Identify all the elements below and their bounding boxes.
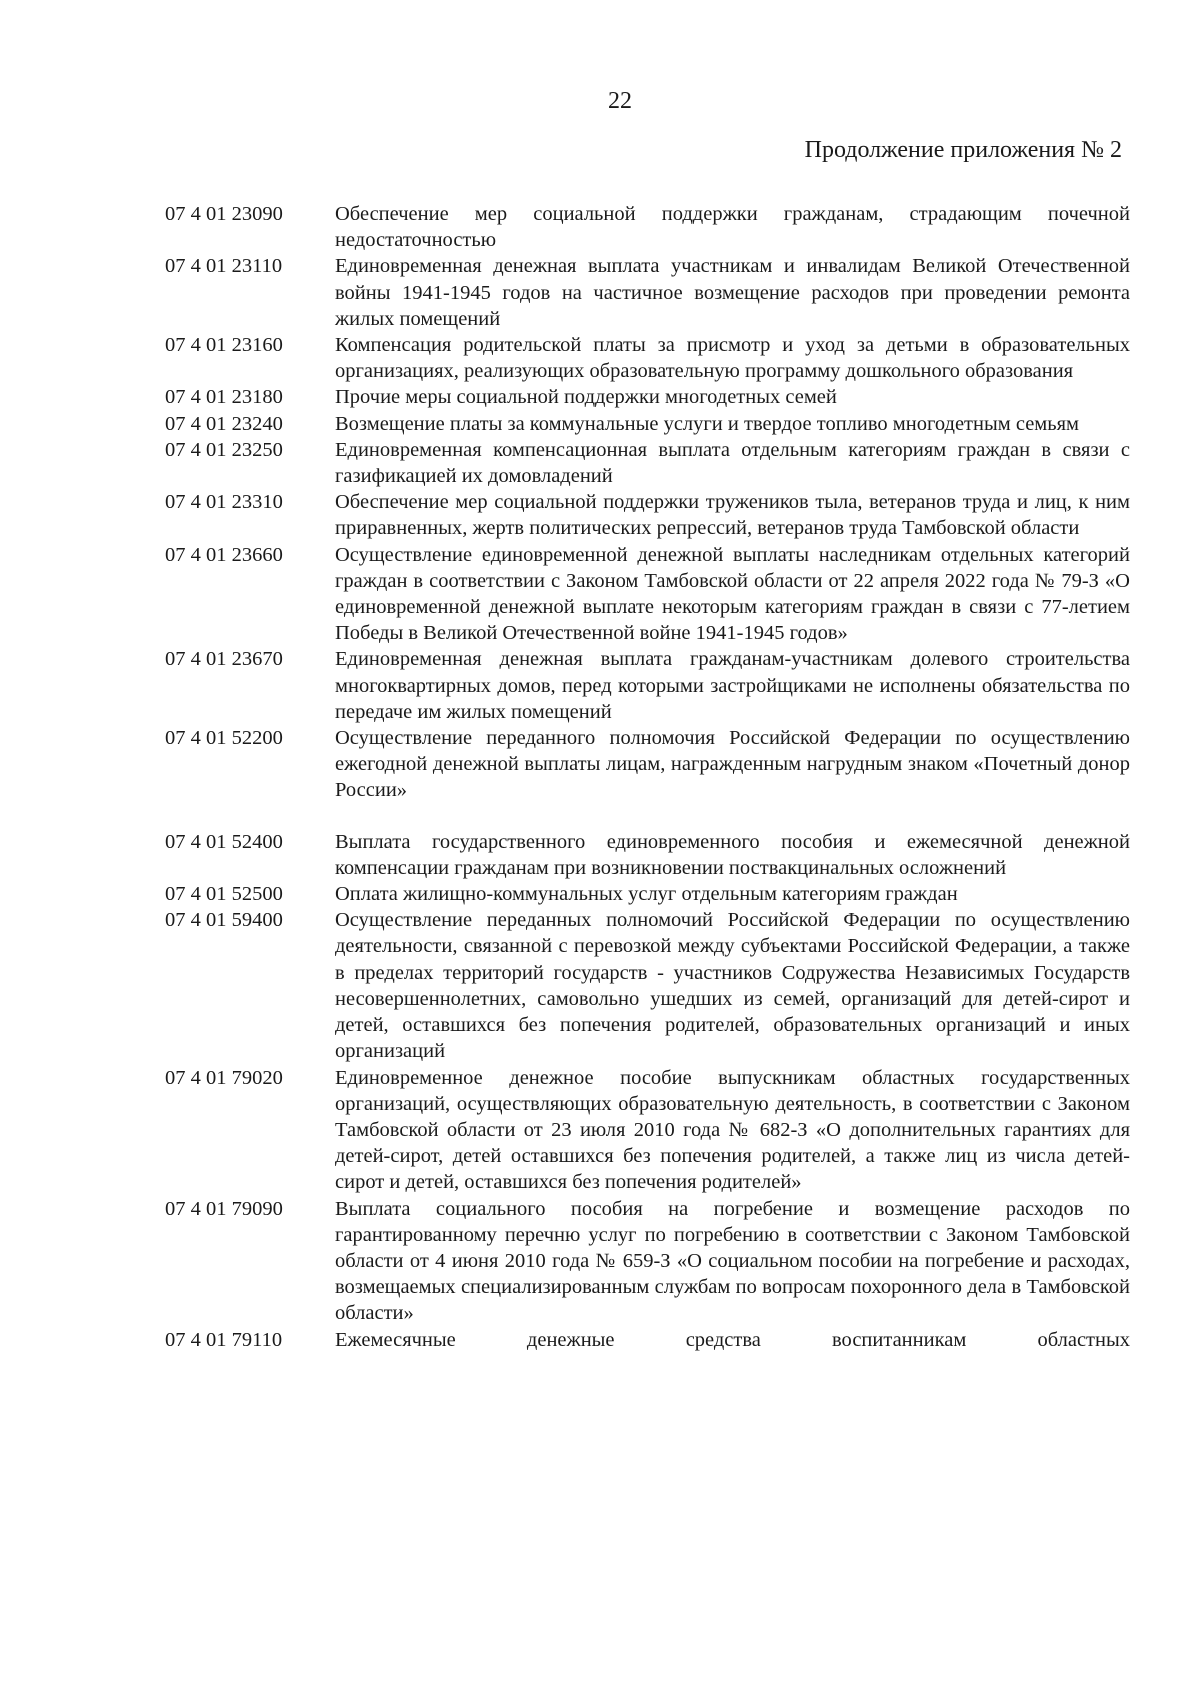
classification-description: Осуществление переданного полномочия Российской Федерации по осуществлению ежегодной денежной выплаты лицам, награжденным нагрудным знаком «Почетный донор России»	[335, 727, 1130, 802]
classification-entry	[165, 1196, 1130, 1327]
classification-entry	[165, 881, 1130, 907]
classification-code: 07 4 01 23240	[165, 412, 283, 435]
classification-code: 07 4 01 52200	[165, 727, 283, 750]
classification-description: Осуществление единовременной денежной выплаты наследникам отдельных категорий граждан в соответствии с Законом Тамбовской области от 22 апреля 2022 года № 79-З «О единовременной денежной выплате некоторым категориям граждан в связи с 77-летием Победы в Великой Отечественной войне 1941-1945 годов»	[335, 543, 1130, 645]
classification-description: Единовременное денежное пособие выпускникам областных государственных организаций, осуществляющих образовательную деятельность, в соответствии с Законом Тамбовской области от 23 июля 2010 года № 682-З «О дополнительных гарантиях для детей-сирот, детей оставшихся без попечения родителей, а также лиц из числа детей-сирот и детей, оставшихся без попечения родителей»	[335, 1066, 1130, 1194]
classification-entry	[165, 411, 1130, 437]
classification-entry	[165, 646, 1130, 725]
classification-code: 07 4 01 23660	[165, 543, 283, 566]
classification-description: Ежемесячные денежные средства воспитанникам областных	[335, 1328, 1130, 1351]
classification-code: 07 4 01 23250	[165, 438, 283, 461]
classification-code: 07 4 01 23160	[165, 334, 283, 357]
classification-code: 07 4 01 59400	[165, 909, 283, 932]
classification-code: 07 4 01 52500	[165, 883, 283, 906]
page-number: 22	[608, 88, 632, 114]
classification-code: 07 4 01 23310	[165, 491, 283, 514]
classification-entry	[165, 829, 1130, 881]
classification-description: Обеспечение мер социальной поддержки гражданам, страдающим почечной недостаточностью	[335, 203, 1130, 252]
budget-classification-list	[165, 201, 1130, 1353]
classification-entry	[165, 542, 1130, 647]
classification-code: 07 4 01 23670	[165, 648, 283, 671]
classification-code: 07 4 01 79090	[165, 1197, 283, 1220]
classification-description: Выплата социального пособия на погребение и возмещение расходов по гарантированному перечню услуг по погребению в соответствии с Законом Тамбовской области от 4 июня 2010 года № 659-З «О социальном пособии на погребение и расходах, возмещаемых специализированным службам по вопросам похоронного дела в Тамбовской области»	[335, 1197, 1130, 1325]
classification-description: Прочие меры социальной поддержки многодетных семей	[335, 386, 837, 409]
classification-entry	[165, 253, 1130, 332]
classification-code: 07 4 01 79110	[165, 1328, 283, 1351]
classification-code: 07 4 01 23110	[165, 255, 283, 278]
classification-entry	[165, 489, 1130, 541]
appendix-title: Продолжение приложения № 2	[804, 137, 1122, 163]
classification-description: Обеспечение мер социальной поддержки тружеников тыла, ветеранов труда и лиц, к ним приравненных, жертв политических репрессий, ветеранов труда Тамбовской области	[335, 491, 1130, 540]
classification-description: Единовременная денежная выплата гражданам-участникам долевого строительства многоквартирных домов, перед которыми застройщиками не исполнены обязательства по передаче им жилых помещений	[335, 648, 1130, 723]
classification-entry	[165, 201, 1130, 253]
classification-code: 07 4 01 79020	[165, 1066, 283, 1089]
classification-code: 07 4 01 23180	[165, 386, 283, 409]
classification-description: Компенсация родительской платы за присмотр и уход за детьми в образовательных организациях, реализующих образовательную программу дошкольного образования	[335, 334, 1130, 383]
classification-code: 07 4 01 23090	[165, 203, 283, 225]
classification-description: Единовременная компенсационная выплата отдельным категориям граждан в связи с газификацией их домовладений	[335, 438, 1130, 488]
classification-entry	[165, 437, 1130, 489]
classification-entry	[165, 384, 1130, 410]
classification-description: Единовременная денежная выплата участникам и инвалидам Великой Отечественной войны 1941-1945 годов на частичное возмещение расходов при проведении ремонта жилых помещений	[335, 255, 1130, 330]
classification-entry	[165, 1065, 1130, 1196]
classification-entry	[165, 1327, 1130, 1353]
classification-code: 07 4 01 52400	[165, 830, 283, 853]
classification-entry	[165, 725, 1130, 804]
classification-description: Возмещение платы за коммунальные услуги и твердое топливо многодетным семьям	[335, 412, 1080, 435]
classification-entry	[165, 332, 1130, 384]
classification-entry	[165, 907, 1130, 1064]
classification-description: Оплата жилищно-коммунальных услуг отдельным категориям граждан	[335, 883, 958, 906]
classification-description: Осуществление переданных полномочий Российской Федерации по осуществлению деятельности, связанной с перевозкой между субъектами Российской Федерации, а также в пределах территорий государств - участников Содружества Независимых Государств несовершеннолетних, самовольно ушедших из семей, организаций для детей-сирот и детей, оставшихся без попечения родителей, образовательных организаций и иных организаций	[335, 909, 1130, 1063]
classification-description: Выплата государственного единовременного пособия и ежемесячной денежной компенсации гражданам при возникновении поствакцинальных осложнений	[335, 830, 1130, 879]
